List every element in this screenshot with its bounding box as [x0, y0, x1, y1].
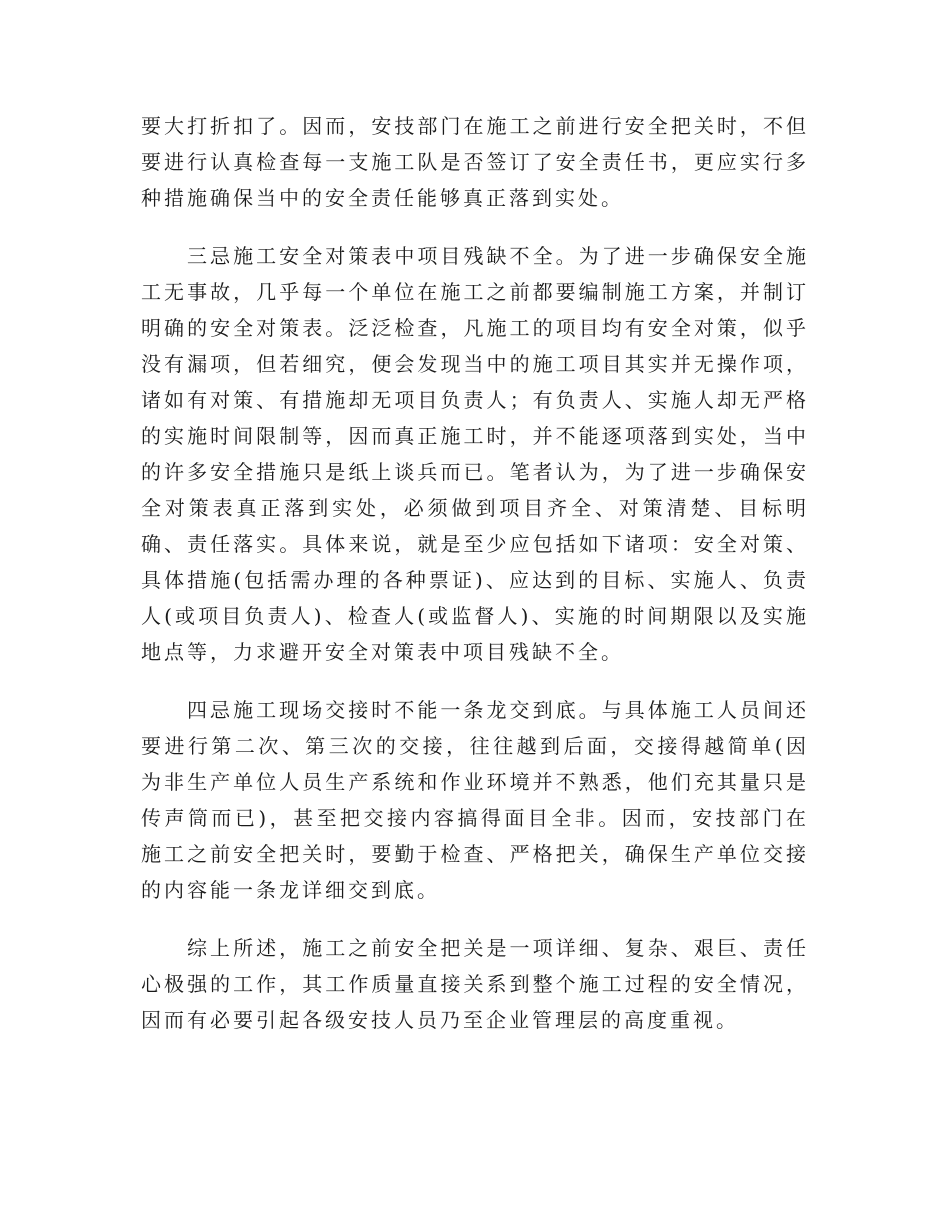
document-body — [141, 108, 809, 1060]
paragraph-fourth-caution: 四忌施工现场交接时不能一条龙交到底。与具体施工人员间还要进行第二次、第三次的交接，往往越到后面，交接得越简单(因为非生产单位人员生产系统和作业环境并不熟悉，他们充其量只是传声筒而已)，甚至把交接内容搞得面目全非。因而，安技部门在施工之前安全把关时，要勤于检查、严格把关，确保生产单位交接的内容能一条龙详细交到底。 — [141, 698, 809, 902]
paragraph-conclusion: 综上所述，施工之前安全把关是一项详细、复杂、艰巨、责任心极强的工作，其工作质量直接关系到整个施工过程的安全情况，因而有必要引起各级安技人员乃至企业管理层的高度重视。 — [141, 936, 809, 1032]
paragraph-continuation: 要大打折扣了。因而，安技部门在施工之前进行安全把关时，不但要进行认真检查每一支施工队是否签订了安全责任书，更应实行多种措施确保当中的安全责任能够真正落到实处。 — [141, 114, 809, 210]
paragraph-third-caution: 三忌施工安全对策表中项目残缺不全。为了进一步确保安全施工无事故，几乎每一个单位在施工之前都要编制施工方案，并制订明确的安全对策表。泛泛检查，凡施工的项目均有安全对策，似乎没有漏项，但若细究，便会发现当中的施工项目其实并无操作项，诸如有对策、有措施却无项目负责人；有负责人、实施人却无严格的实施时间限制等，因而真正施工时，并不能逐项落到实处，当中的许多安全措施只是纸上谈兵而已。笔者认为，为了进一步确保安全对策表真正落到实处，必须做到项目齐全、对策清楚、目标明确、责任落实。具体来说，就是至少应包括如下诸项：安全对策、具体措施(包括需办理的各种票证)、应达到的目标、实施人、负责人(或项目负责人)、检查人(或监督人)、实施的时间期限以及实施地点等，力求避开安全对策表中项目残缺不全。 — [141, 244, 809, 664]
